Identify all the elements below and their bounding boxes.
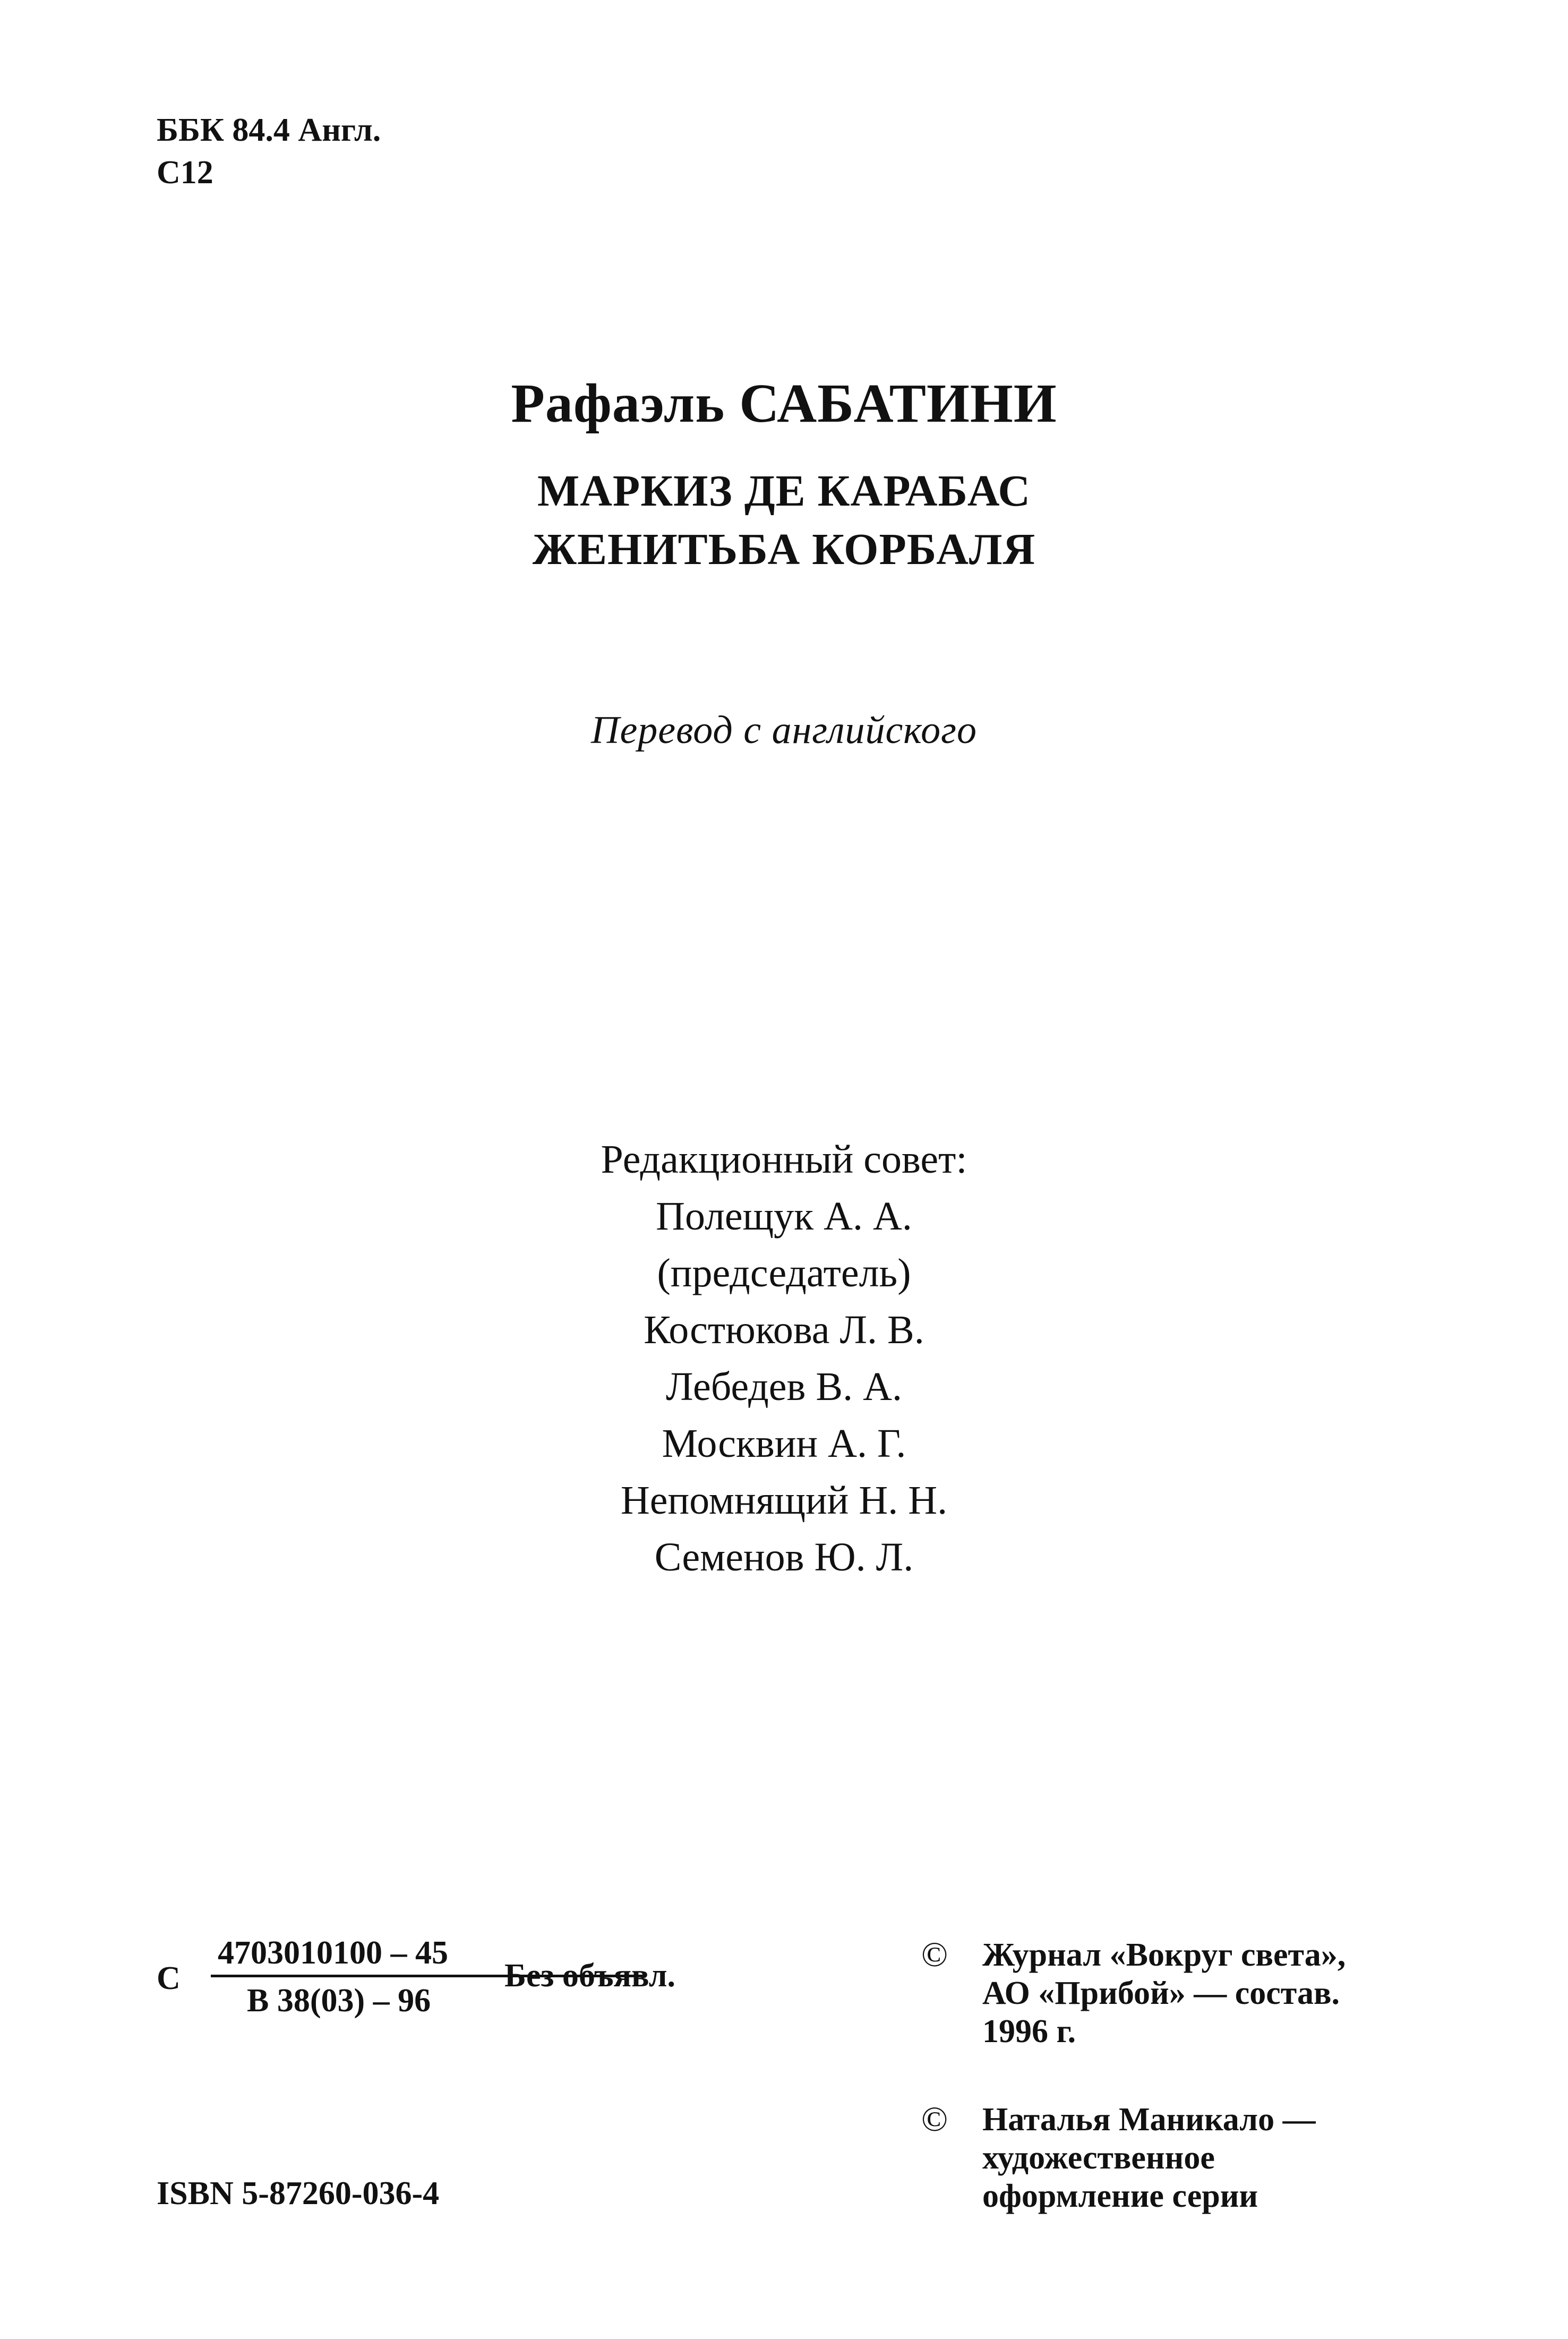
- publication-code-numerator: 4703010100 – 45: [218, 1935, 448, 1971]
- copyright-line: 1996 г.: [982, 2013, 1076, 2050]
- board-member: Полещук А. А.: [656, 1194, 912, 1239]
- copyright-icon: ©: [921, 2100, 948, 2139]
- board-member: Костюкова Л. В.: [644, 1308, 924, 1352]
- copyright-line: художественное: [982, 2140, 1215, 2176]
- publication-code-denominator: В 38(03) – 96: [247, 1983, 431, 2019]
- copyright-text: [982, 1936, 1450, 2051]
- copyright-line: оформление серии: [982, 2178, 1258, 2214]
- author-name: Рафаэль САБАТИНИ: [511, 373, 1057, 434]
- board-member: Москвин А. Г.: [662, 1421, 906, 1466]
- library-classification: [157, 109, 381, 194]
- no-announcement-note: Без объявл.: [504, 1958, 676, 1994]
- board-member: Непомнящий Н. Н.: [620, 1478, 948, 1523]
- book-title-2: ЖЕНИТЬБА КОРБАЛЯ: [532, 525, 1036, 574]
- copyright-icon: ©: [921, 1935, 948, 1974]
- publication-code-letter: С: [157, 1960, 181, 1996]
- author-mark: С12: [157, 155, 213, 191]
- editorial-board-heading: Редакционный совет:: [601, 1137, 967, 1182]
- isbn: ISBN 5-87260-036-4: [157, 2175, 440, 2212]
- copyright-text: [982, 2101, 1450, 2215]
- editorial-board: [0, 1131, 1568, 1586]
- translation-note: Перевод с английского: [591, 708, 977, 752]
- board-member-role: (председатель): [657, 1251, 911, 1295]
- copyright-line: Журнал «Вокруг света»,: [982, 1937, 1346, 1973]
- bbk-code: ББК 84.4 Англ.: [157, 112, 381, 148]
- copyright-line: АО «Прибой» — состав.: [982, 1975, 1340, 2011]
- book-title-1: МАРКИЗ ДЕ КАРАБАС: [537, 466, 1031, 516]
- copyright-line: Наталья Маникало —: [982, 2102, 1316, 2138]
- board-member: Семенов Ю. Л.: [654, 1535, 914, 1580]
- board-member: Лебедев В. А.: [665, 1364, 902, 1409]
- publication-code: [157, 1933, 794, 2050]
